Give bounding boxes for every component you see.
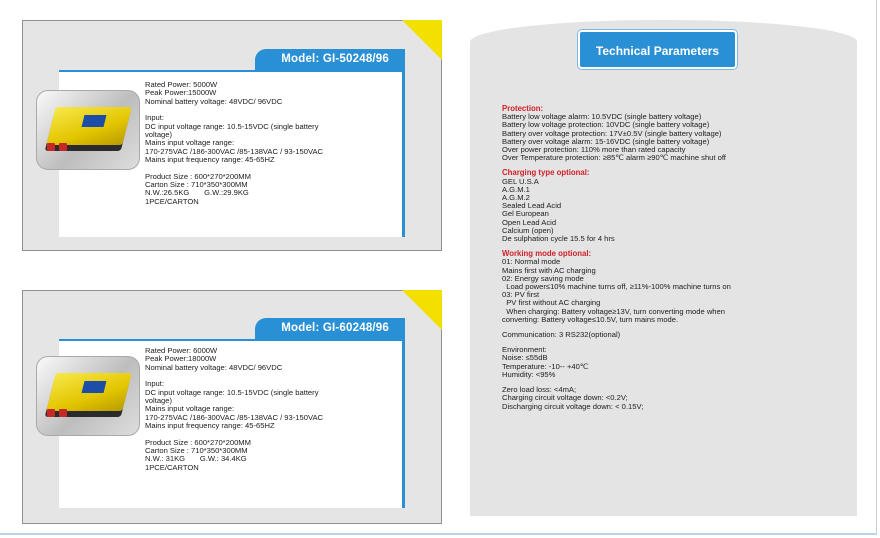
param-line: 03: PV first bbox=[502, 290, 540, 300]
product-specs-2 bbox=[145, 347, 405, 472]
param-line: GEL U.S.A bbox=[502, 176, 539, 186]
param-line: Environment: bbox=[502, 345, 547, 355]
param-line: Temperature: -10-- +40℃ bbox=[502, 361, 589, 371]
spec-line: N.W.: 31KG G.W.: 34.4KG bbox=[145, 454, 247, 464]
param-line: 01: Normal mode bbox=[502, 257, 561, 267]
param-line: Humidity: <95% bbox=[502, 369, 556, 379]
param-line: 02: Energy saving mode bbox=[502, 273, 584, 283]
spec-line: voltage) bbox=[145, 130, 173, 140]
spec-line: Product Size : 600*270*200MM bbox=[145, 171, 251, 181]
spec-line: Rated Power: 5000W bbox=[145, 80, 218, 89]
param-line: Load power≤10% machine turns off, ≥11%-100% machine turns on bbox=[502, 282, 731, 292]
spec-line: 1PCE/CARTON bbox=[145, 462, 199, 472]
spec-line: Peak Power:18000W bbox=[145, 354, 217, 364]
spec-line: Peak Power:15000W bbox=[145, 88, 217, 98]
param-line: Over power protection: 110% more than rated capacity bbox=[502, 145, 686, 155]
model-label: Model: GI-60248/96 bbox=[255, 318, 405, 339]
spec-line: DC input voltage range: 10.5-15VDC (single battery bbox=[145, 387, 319, 397]
corner-accent bbox=[402, 290, 442, 330]
param-line: PV first without AC charging bbox=[502, 298, 601, 308]
param-line: Charging circuit voltage down: <0.2V; bbox=[502, 393, 628, 403]
spec-line: voltage) bbox=[145, 396, 173, 406]
param-line: A.G.M.1 bbox=[502, 184, 530, 194]
param-line: Open Lead Acid bbox=[502, 217, 557, 227]
param-line: A.G.M.2 bbox=[502, 193, 530, 203]
spec-line: N.W.:26.5KG G.W.:29.9KG bbox=[145, 188, 249, 198]
param-line: Battery over voltage protection: 17V±0.5V (single battery voltage) bbox=[502, 128, 722, 138]
spec-line: 170-275VAC /186-300VAC /85-138VAC / 93-150VAC bbox=[145, 412, 323, 422]
param-line: Calcium (open) bbox=[502, 225, 554, 235]
section-heading: Charging type optional: bbox=[502, 168, 590, 178]
spec-line: Carton Size : 710*350*300MM bbox=[145, 446, 248, 456]
spec-line: Product Size : 600*270*200MM bbox=[145, 437, 251, 447]
param-line: Communication: 3 RS232(optional) bbox=[502, 330, 621, 340]
inverter-product-image bbox=[36, 90, 140, 170]
spec-line: Input: bbox=[145, 113, 164, 123]
param-line: converting: Battery voltage≤10.5V, turn mains mode. bbox=[502, 314, 679, 324]
model-label: Model: GI-50248/96 bbox=[255, 49, 405, 70]
spec-line: Carton Size : 710*350*300MM bbox=[145, 180, 248, 190]
param-line: Zero load loss: <4mA; bbox=[502, 385, 577, 395]
inverter-product-image bbox=[36, 356, 140, 436]
param-line: Battery low voltage protection: 10VDC (single battery voltage) bbox=[502, 120, 710, 130]
technical-parameters-title: Technical Parameters bbox=[578, 30, 737, 69]
param-line: Battery low voltage alarm: 10.5VDC (single battery voltage) bbox=[502, 112, 702, 122]
param-line: Mains first with AC charging bbox=[502, 265, 596, 275]
section-heading: Working mode optional: bbox=[502, 249, 592, 259]
technical-parameters-text bbox=[502, 105, 852, 411]
spec-line: 170-275VAC /186-300VAC /85-138VAC / 93-150VAC bbox=[145, 146, 323, 156]
spec-line: Mains input frequency range: 45-65HZ bbox=[145, 421, 275, 431]
spec-line: Mains input voltage range: bbox=[145, 138, 235, 148]
param-line: Gel European bbox=[502, 209, 549, 219]
spec-line: 1PCE/CARTON bbox=[145, 196, 199, 206]
param-line: Noise: ≤55dB bbox=[502, 353, 548, 363]
section-heading: Protection: bbox=[502, 104, 544, 113]
param-line: Discharging circuit voltage down: < 0.15V; bbox=[502, 401, 644, 411]
spec-line: Rated Power: 6000W bbox=[145, 346, 218, 355]
corner-accent bbox=[402, 20, 442, 60]
param-line: Over Temperature protection: ≥85℃ alarm ≥90℃ machine shut off bbox=[502, 153, 726, 163]
spec-line: Input: bbox=[145, 379, 164, 389]
param-line: De sulphation cycle 15.5 for 4 hrs bbox=[502, 234, 615, 244]
param-line: Battery over voltage alarm: 15-16VDC (single battery voltage) bbox=[502, 136, 710, 146]
spec-line: Mains input voltage range: bbox=[145, 404, 235, 414]
spec-line: DC input voltage range: 10.5-15VDC (single battery bbox=[145, 121, 319, 131]
product-specs-1 bbox=[145, 81, 405, 206]
param-line: Sealed Lead Acid bbox=[502, 201, 562, 211]
spec-line: Mains input frequency range: 45-65HZ bbox=[145, 155, 275, 165]
spec-line: Nominal battery voltage: 48VDC/ 96VDC bbox=[145, 96, 283, 106]
spec-line: Nominal battery voltage: 48VDC/ 96VDC bbox=[145, 362, 283, 372]
param-line: When charging: Battery voltage≥13V, turn converting mode when bbox=[502, 306, 725, 316]
